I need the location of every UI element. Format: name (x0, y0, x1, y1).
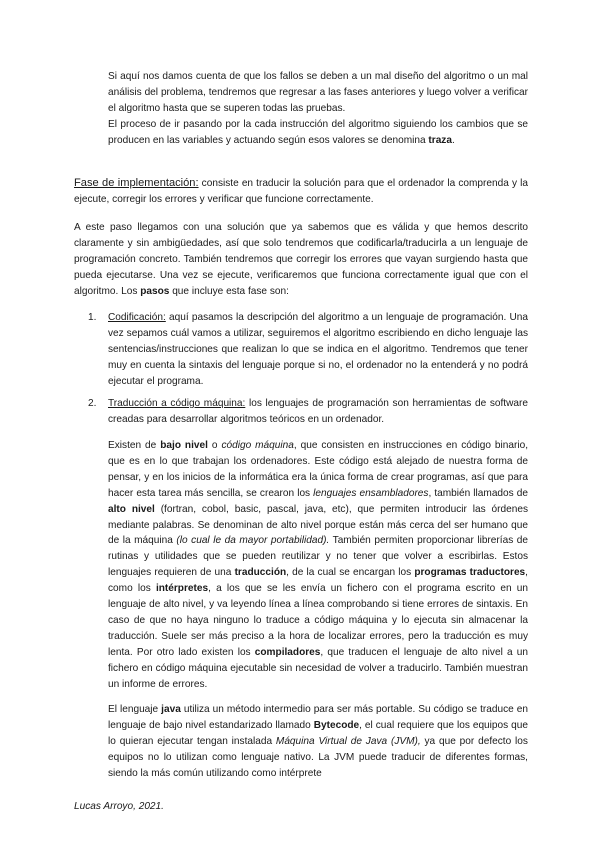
item-title: Codificación: (108, 312, 166, 323)
levels-paragraph: Existen de bajo nivel o código máquina, que consisten en instrucciones en código binario, que es en lo que trabajan los ordenadores. Este código está alejado de nuestra forma de pensar, y en los inicios de la informática era la única forma de crear programas, así que para hacer esta tarea más sencilla, se crearon los lenguajes ensambladores, también llamados de alto nivel (fortran, cobol, basic, pascal, java, etc), que permiten introducir las órdenes mediante palabras. Se denominan de alto nivel porque están más cerca del ser humano que de la máquina (lo cual le da mayor portabilidad). También permiten proporcionar librerías de rutinas y utilidades que se pueden reutilizar y no tener que volver a escribirlas. Estos lenguajes requieren de una traducción, de la cual se encargan los programas traductores, como los intérpretes, a los que se les envía un fichero con el programa escrito en un lenguaje de alto nivel, y va leyendo línea a línea comprobando si tiene errores de sintaxis. En caso de que no haya ninguno lo traduce a código máquina y lo ejecuta sin almacenar la traducción. Suele ser más preciso a la hora de localizar errores, pero la traducción es muy lenta. Por otro lado existen los compiladores, que traducen el lenguaje de alto nivel a un fichero en código máquina ejecutable sin necesidad de volver a traducirlo. También muestran un informe de errores. (108, 440, 528, 690)
item-title: Traducción a código máquina: (108, 398, 246, 409)
term-traza: traza (428, 134, 452, 146)
list-number: 2. (88, 398, 97, 409)
page-footer: Lucas Arroyo, 2021. (74, 801, 164, 812)
list-item-traduccion: Traducción a código máquina: los lenguajes de programación son herramientas de software creadas para desarrollar algoritmos teóricos en un ordenador. (108, 398, 528, 425)
phase-heading: Fase de implementación: (74, 177, 199, 189)
phase-paragraph: Fase de implementación: consiste en traducir la solución para que el ordenador la comprenda y la ejecute, corregir los errores y verificar que funcione correctamente. (74, 177, 528, 205)
term-pasos: pasos (140, 285, 170, 297)
java-paragraph: El lenguaje java utiliza un método intermedio para ser más portable. Su código se traduce en lenguaje de bajo nivel estandarizado llamado Bytecode, el cual requiere que los equipos que lo quieran ejecutar tengan instalada Máquina Virtual de Java (JVM), ya que por defecto los equipos no lo utilizan como lenguaje nativo. La JVM puede traducir de diferentes formas, siendo la más común utilizando como intérprete (108, 704, 528, 779)
intro-paragraph: Si aquí nos damos cuenta de que los fallos se deben a un mal diseño del algoritmo o un mal análisis del problema, tendremos que regresar a las fases anteriores y luego volver a verificar el algoritmo hasta que se superen todas las pruebas. El proceso de ir pasando por la cada instrucción del algoritmo siguiendo los cambios que se producen en las variables y actuando según esos valores se denomina traza. (108, 71, 528, 146)
list-item-codificacion: Codificación: aquí pasamos la descripción del algoritmo a un lenguaje de programación. Una vez sepamos cuál vamos a utilizar, seguiremos el algoritmo escribiendo en dicho lenguaje las sentencias/instrucciones que realizan lo que se indica en el algoritmo. Tendremos que tener muy en cuenta la sintaxis del lenguaje porque si no, el ordenador no la entenderá y no podrá ejecutar el programa. (108, 312, 528, 387)
list-number: 1. (88, 312, 97, 323)
steps-intro-paragraph: A este paso llegamos con una solución que ya sabemos que es válida y que hemos descrito claramente y sin ambigüedades, así que solo tendremos que codificarla/traducirla a un lenguaje de programación concreto. También tendremos que corregir los errores que vayan surgiendo hasta que pueda ejecutarse. Una vez se ejecute, verificaremos que funciona correctamente igual que con el algoritmo. Los pasos que incluye esta fase son: (74, 222, 528, 297)
